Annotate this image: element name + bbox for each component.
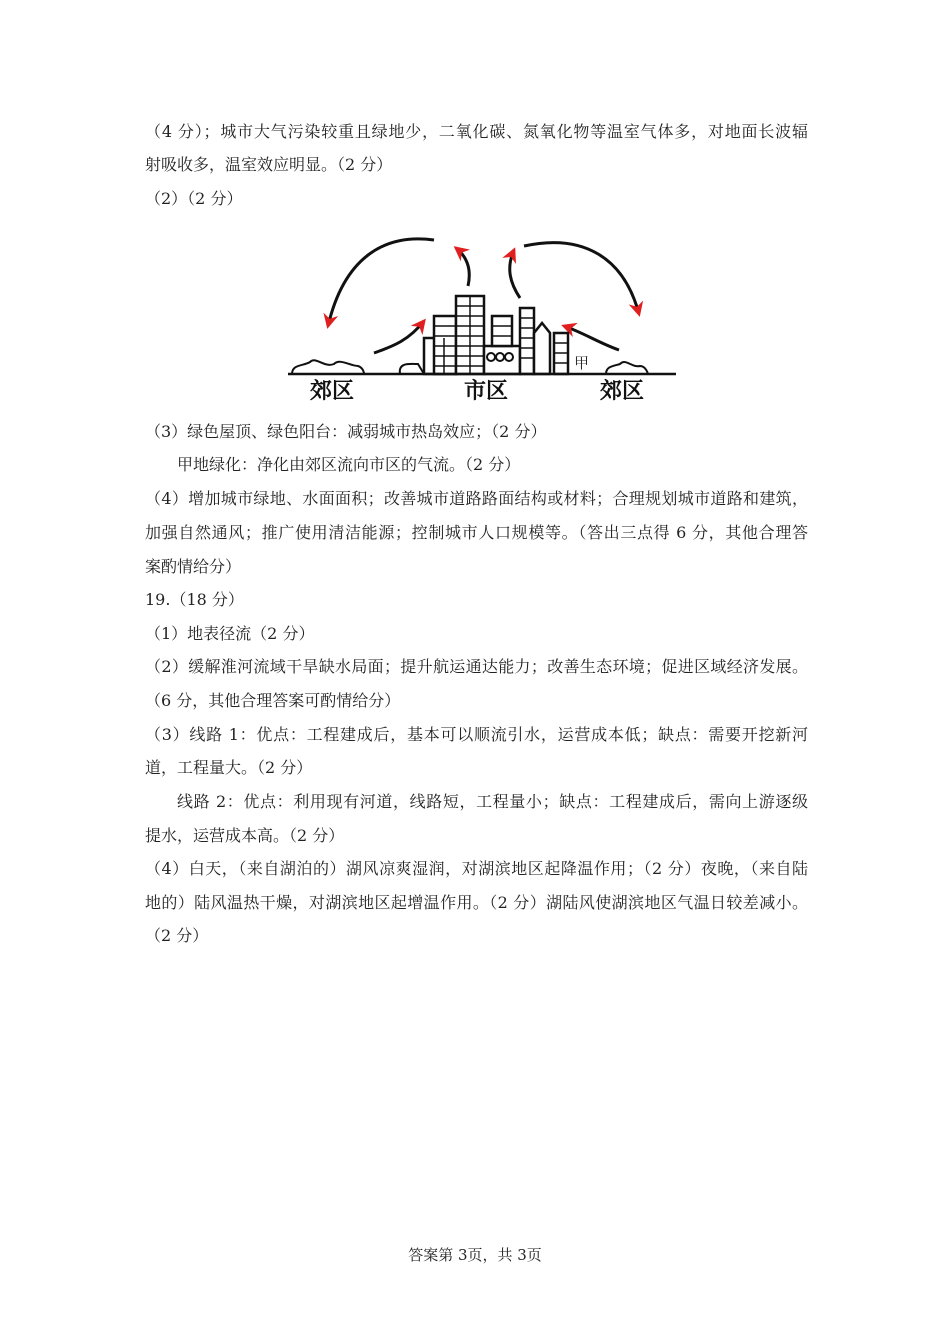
label-suburb-left: 郊区 <box>310 378 355 404</box>
text-line: 射吸收多，温室效应明显。（2 分） <box>145 155 393 174</box>
text-line: 甲地绿化：净化由郊区流向市区的气流。（2 分） <box>177 455 521 474</box>
label-city: 市区 <box>464 378 509 404</box>
text-line: 19.（18 分） <box>145 590 244 609</box>
text-line: （3）线路 1：优点：工程建成后，基本可以顺流引水，运营成本低；缺点：需要开挖新河 <box>145 725 808 744</box>
arrow-inflow-left <box>374 321 424 353</box>
text-line: （2）（2 分） <box>145 189 243 208</box>
text-line: 加强自然通风；推广使用清洁能源；控制城市人口规模等。（答出三点得 6 分，其他合理答 <box>145 523 808 542</box>
text-line: （4）增加城市绿地、水面面积；改善城市道路路面结构或材料；合理规划城市道路和建筑， <box>145 489 808 508</box>
arrow-descend-left <box>328 239 434 326</box>
page-footer: 答案第 3页，共 3页 <box>408 1246 542 1264</box>
text-line: 线路 2：优点：利用现有河道，线路短，工程量小；缺点：工程建成后，需向上游逐级 <box>177 792 808 811</box>
text-line: （4）白天，（来自湖泊的）湖风凉爽湿润，对湖滨地区起降温作用；（2 分）夜晚，（来自陆 <box>145 859 808 878</box>
arrow-descend-right <box>524 243 639 314</box>
urban-heat-island-circulation-diagram <box>284 228 684 408</box>
arrow-rise-left <box>456 248 469 286</box>
text-line: （1）地表径流（2 分） <box>145 624 315 643</box>
text-line: （6 分，其他合理答案可酌情给分） <box>145 691 401 710</box>
label-suburb-right: 郊区 <box>600 378 645 404</box>
text-line: 提水，运营成本高。（2 分） <box>145 826 345 845</box>
arrow-inflow-right <box>564 326 619 350</box>
text-line: 地的）陆风温热干燥，对湖滨地区起增温作用。（2 分）湖陆风使湖滨地区气温日较差减小。 <box>145 893 808 912</box>
text-line: 道，工程量大。（2 分） <box>145 758 313 777</box>
label-jia: 甲 <box>574 354 590 372</box>
text-line: （2 分） <box>145 926 209 945</box>
city-buildings <box>424 296 568 374</box>
text-line: 案酌情给分） <box>145 557 242 576</box>
text-line: （4 分）；城市大气污染较重且绿地少，二氧化碳、氮氧化物等温室气体多，对地面长波辐 <box>145 122 808 141</box>
circle-row <box>487 353 513 361</box>
text-line: （3）绿色屋顶、绿色阳台：减弱城市热岛效应；（2 分） <box>145 422 547 441</box>
text-line: （2）缓解淮河流域干旱缺水局面；提升航运通达能力；改善生态环境；促进区域经济发展。 <box>145 657 808 676</box>
arrow-rise-right <box>510 250 520 298</box>
